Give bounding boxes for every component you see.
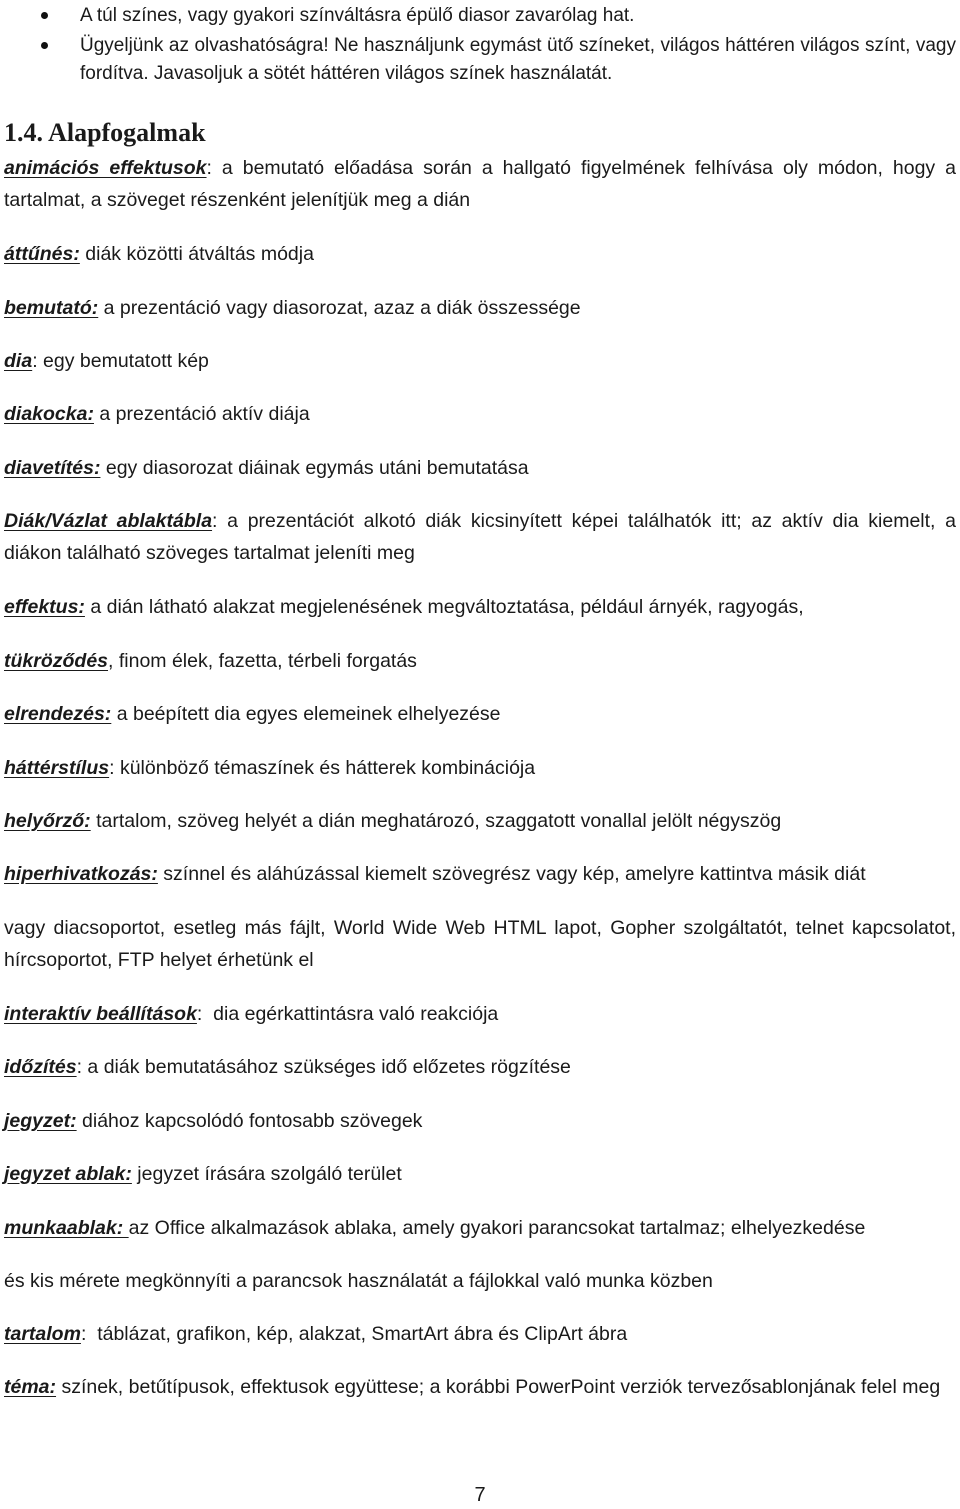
definition: az Office alkalmazások ablaka, amely gyakori parancsokat tartalmaz; elhelyezkedése: [128, 1217, 866, 1239]
definition: a prezentációt alkotó diák kicsinyített képei találhatók itt; az aktív dia kiemelt, a diákon található szöveges tartalmat jeleníti meg: [4, 510, 956, 564]
definition: különböző témaszínek és hátterek kombinációja: [114, 757, 536, 779]
glossary-term: jegyzet ablak:: [4, 1163, 132, 1185]
bullet-item: [0, 32, 960, 88]
glossary-term: diakocka:: [4, 403, 94, 425]
definition: a prezentáció vagy diasorozat, azaz a diák összessége: [98, 297, 581, 319]
glossary-term: háttérstílus: [4, 757, 110, 779]
term-separator: ,: [108, 650, 114, 672]
definition: jegyzet írására szolgáló terület: [131, 1163, 402, 1185]
glossary-entry: [4, 1371, 956, 1403]
glossary-entry: [4, 398, 956, 430]
glossary-entry: [4, 505, 956, 569]
definition: táblázat, grafikon, kép, alakzat, SmartArt ábra és ClipArt ábra: [86, 1323, 628, 1345]
glossary-entry: [4, 1212, 956, 1244]
glossary-term: effektus:: [4, 596, 85, 618]
definition: egy diasorozat diáinak egymás utáni bemutatása: [100, 457, 529, 479]
glossary-entry: [4, 645, 956, 677]
definition: egy bemutatott kép: [37, 350, 209, 372]
definition: a prezentáció aktív diája: [93, 403, 310, 425]
glossary-term: munkaablak:: [4, 1217, 129, 1239]
section-heading: 1.4. Alapfogalmak: [4, 118, 206, 147]
glossary-entry: [4, 1051, 956, 1083]
glossary-entry: [4, 1318, 956, 1350]
bullet-text: A túl színes, vagy gyakori színváltásra épülő diasor zavarólag hat.: [80, 5, 635, 26]
glossary-entry: [4, 452, 956, 484]
glossary-term: diavetítés:: [4, 457, 101, 479]
glossary-entry: [4, 345, 956, 377]
glossary-term: jegyzet:: [4, 1110, 77, 1132]
glossary-term: Diák/Vázlat ablaktábla: [4, 510, 213, 532]
bullet-dot-icon: [41, 42, 48, 49]
bullet-item: [0, 2, 960, 30]
definition: diák közötti átváltás módja: [79, 243, 314, 265]
term-separator: :: [109, 757, 115, 779]
glossary-term: tükröződés: [4, 650, 109, 672]
definition: tartalom, szöveg helyét a dián meghatározó, szaggatott vonallal jelölt négyszög: [90, 810, 782, 832]
definition: dia egérkattintásra való reakciója: [202, 1003, 499, 1025]
glossary-entry: [4, 1105, 956, 1137]
glossary-entry: [4, 591, 956, 623]
definition: a dián látható alakzat megjelenésének megváltoztatása, például árnyék, ragyogás,: [84, 596, 804, 618]
definition: a diák bemutatásához szükséges idő előzetes rögzítése: [82, 1056, 571, 1078]
glossary-entry: [4, 292, 956, 324]
glossary-entry: [4, 805, 956, 837]
glossary-term: interaktív beállítások: [4, 1003, 197, 1025]
glossary-term: tartalom: [4, 1323, 81, 1345]
glossary-entry: [4, 152, 956, 216]
glossary-term: hiperhivatkozás:: [4, 863, 158, 885]
glossary-entry: [4, 238, 956, 270]
definition: finom élek, fazetta, térbeli forgatás: [113, 650, 417, 672]
glossary-term: helyőrző:: [4, 810, 91, 832]
glossary-entry: [4, 752, 956, 784]
bullet-text: Ügyeljünk az olvashatóságra! Ne használjunk egymást ütő színeket, világos háttéren világos színt, vagy fordítva. Javasoljuk a sötét háttéren világos színek használatát.: [80, 35, 956, 84]
term-separator: :: [32, 350, 38, 372]
glossary-entry: [4, 998, 956, 1030]
glossary-continuation: [4, 912, 956, 976]
term-separator: :: [80, 1323, 87, 1345]
glossary-entry: [4, 698, 956, 730]
definition: színek, betűtípusok, effektusok együttese; a korábbi PowerPoint verziók tervezősablonjának felel meg: [56, 1376, 941, 1398]
bullet-dot-icon: [41, 12, 48, 19]
definition: színnel és aláhúzással kiemelt szövegrész vagy kép, amelyre kattintva másik diát: [157, 863, 866, 885]
glossary-entry: [4, 858, 956, 890]
glossary-term: időzítés: [4, 1056, 77, 1078]
glossary-term: áttűnés:: [4, 243, 80, 265]
definition: és kis mérete megkönnyíti a parancsok használatát a fájlokkal való munka közben: [4, 1270, 713, 1292]
glossary-continuation: [4, 1265, 956, 1297]
definition: a bemutató előadása során a hallgató figyelmének felhívása oly módon, hogy a tartalmat, a szöveget részenként jelenítjük meg a dián: [4, 157, 956, 211]
glossary-entry: [4, 1158, 956, 1190]
glossary-term: dia: [4, 350, 33, 372]
definition: diához kapcsolódó fontosabb szövegek: [76, 1110, 423, 1132]
term-separator: :: [76, 1056, 83, 1078]
definition: a beépített dia egyes elemeinek elhelyezése: [111, 703, 501, 725]
glossary-term: elrendezés:: [4, 703, 112, 725]
term-separator: :: [206, 157, 212, 179]
definition: vagy diacsoportot, esetleg más fájlt, World Wide Web HTML lapot, Gopher szolgáltatót, telnet kapcsolatot, hírcsoportot, FTP helyet érhetünk el: [4, 917, 956, 971]
glossary-term: bemutató:: [4, 297, 99, 319]
glossary-term: téma:: [4, 1376, 57, 1398]
term-separator: :: [212, 510, 218, 532]
glossary-term: animációs effektusok: [4, 157, 207, 179]
term-separator: :: [196, 1003, 203, 1025]
page-number: 7: [474, 1484, 486, 1506]
